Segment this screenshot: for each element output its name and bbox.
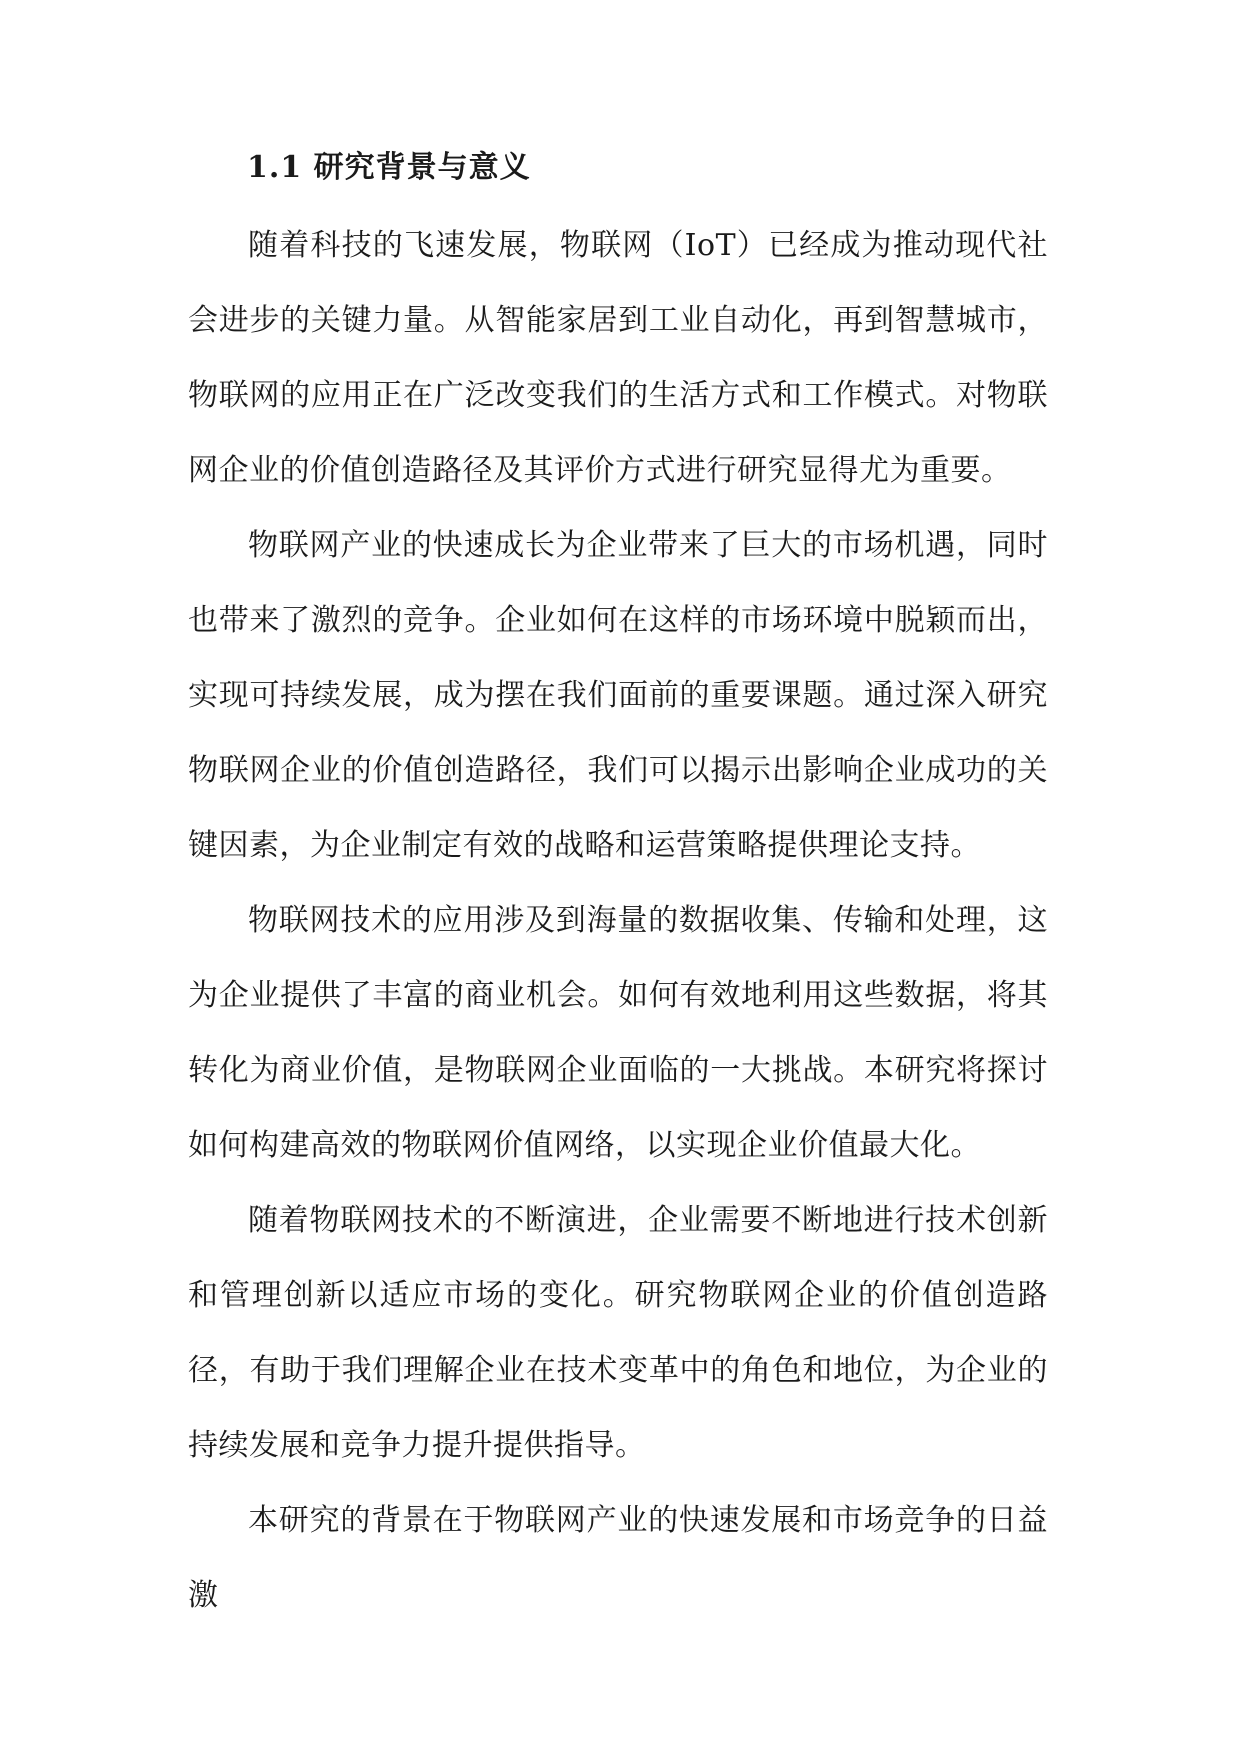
paragraph-1: 随着科技的飞速发展，物联网（IoT）已经成为推动现代社会进步的关键力量。从智能家居到工业自动化，再到智慧城市，物联网的应用正在广泛改变我们的生活方式和工作模式。对物联网企业的价值创造路径及其评价方式进行研究显得尤为重要。	[188, 228, 1048, 488]
section-heading: 1.1 研究背景与意义	[247, 150, 531, 185]
paragraph-5: 本研究的背景在于物联网产业的快速发展和市场竞争的日益激	[188, 1503, 1048, 1613]
paragraph-4: 随着物联网技术的不断演进，企业需要不断地进行技术创新和管理创新以适应市场的变化。研究物联网企业的价值创造路径，有助于我们理解企业在技术变革中的角色和地位，为企业的持续发展和竞争力提升提供指导。	[188, 1203, 1048, 1463]
paragraph-3: 物联网技术的应用涉及到海量的数据收集、传输和处理，这为企业提供了丰富的商业机会。如何有效地利用这些数据，将其转化为商业价值，是物联网企业面临的一大挑战。本研究将探讨如何构建高效的物联网价值网络，以实现企业价值最大化。	[188, 903, 1048, 1163]
paragraph-2: 物联网产业的快速成长为企业带来了巨大的市场机遇，同时也带来了激烈的竞争。企业如何在这样的市场环境中脱颖而出，实现可持续发展，成为摆在我们面前的重要课题。通过深入研究物联网企业的价值创造路径，我们可以揭示出影响企业成功的关键因素，为企业制定有效的战略和运营策略提供理论支持。	[188, 528, 1048, 863]
